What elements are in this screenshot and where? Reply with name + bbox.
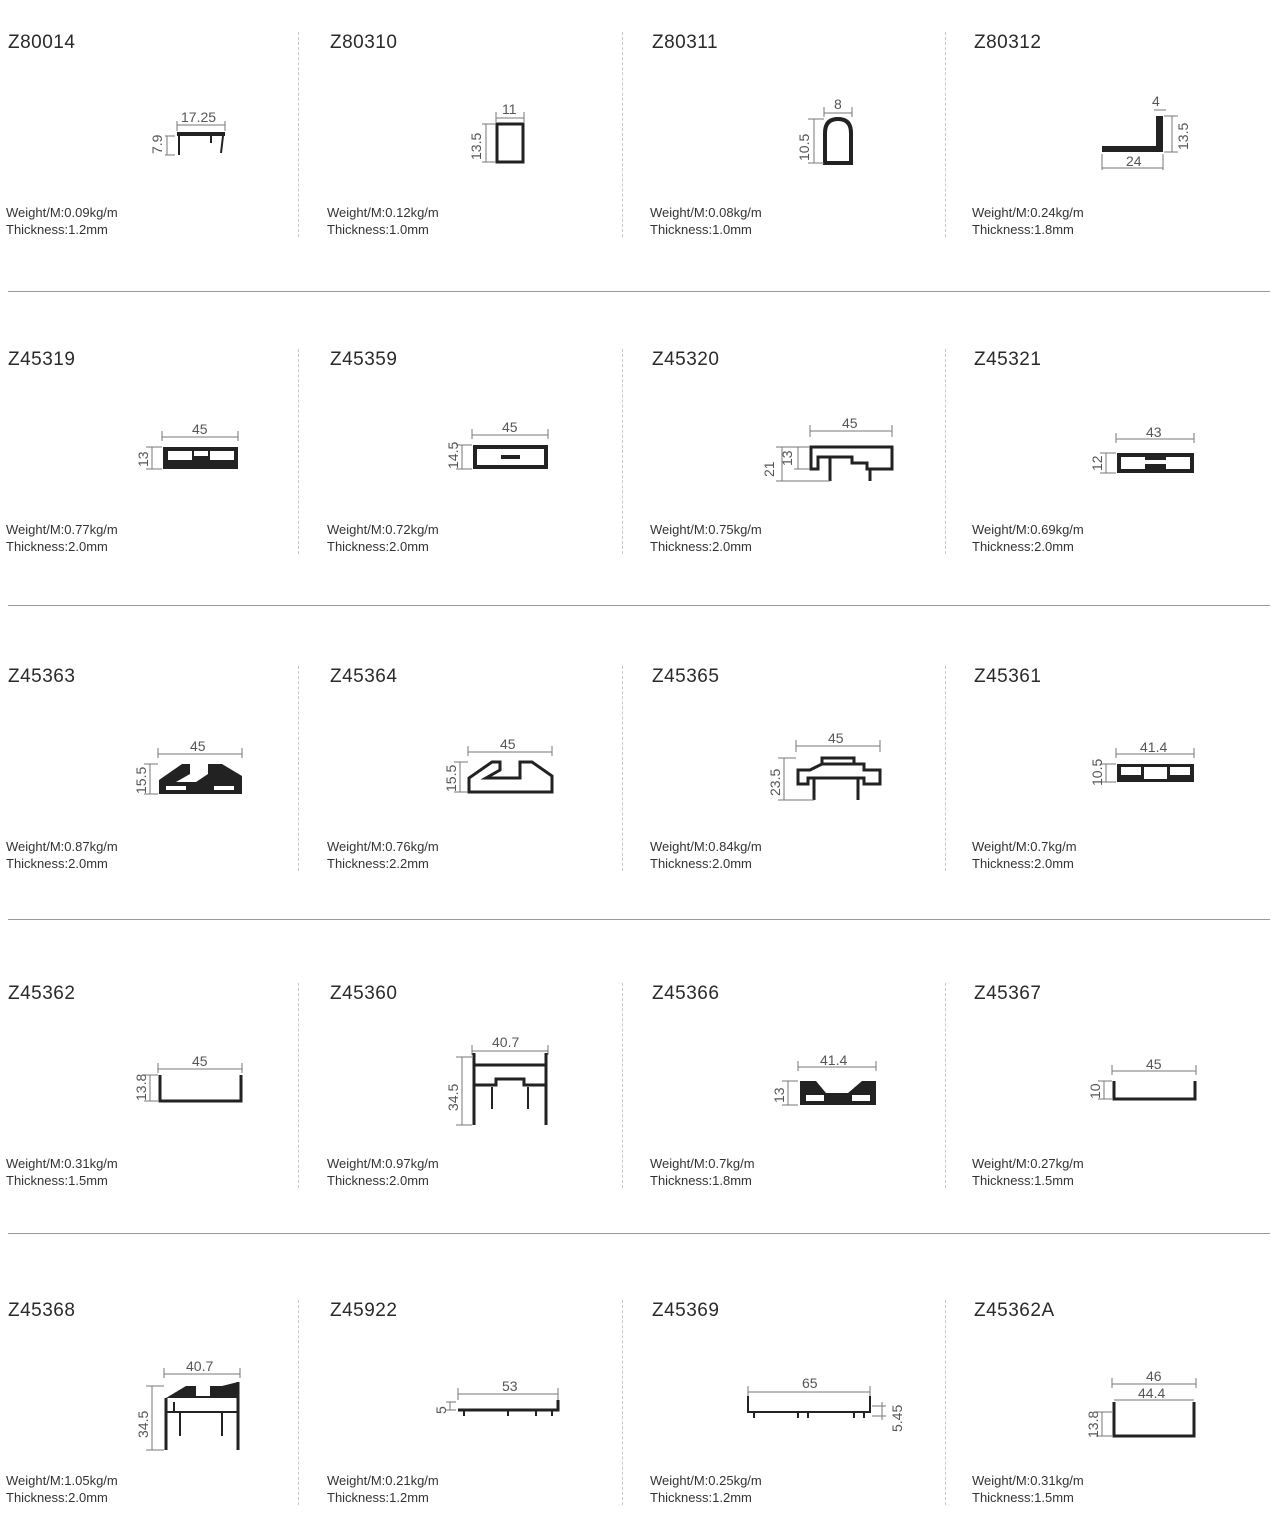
- thickness-text: Thickness:1.2mm: [6, 222, 108, 237]
- thickness-text: Thickness:1.5mm: [972, 1173, 1074, 1188]
- weight-text: Weight/M:0.31kg/m: [6, 1156, 118, 1171]
- dim-width: 40.7: [186, 1358, 214, 1374]
- product-code: Z45363: [8, 666, 76, 687]
- profile-drawing: [1084, 419, 1204, 479]
- thickness-text: Thickness:1.8mm: [972, 222, 1074, 237]
- thickness-text: Thickness:1.0mm: [327, 222, 429, 237]
- dim-height: 12: [1089, 455, 1105, 471]
- profile-drawing: [744, 1366, 914, 1436]
- dim-outer-width: 46: [1146, 1368, 1162, 1384]
- product-card: [966, 666, 1276, 876]
- weight-text: Weight/M:0.87kg/m: [6, 839, 118, 854]
- weight-text: Weight/M:0.76kg/m: [327, 839, 439, 854]
- product-card: [322, 983, 644, 1193]
- profile-drawing: [440, 732, 560, 802]
- dim-height: 13.5: [468, 132, 484, 160]
- product-card: [322, 1300, 644, 1510]
- catalog-row-4: [0, 983, 1276, 1203]
- column-divider: [298, 983, 299, 1188]
- column-divider: [622, 1300, 623, 1505]
- thickness-text: Thickness:2.0mm: [6, 856, 108, 871]
- product-card: [966, 349, 1276, 559]
- product-code: Z80310: [330, 32, 398, 53]
- thickness-text: Thickness:2.0mm: [327, 539, 429, 554]
- product-code: Z45364: [330, 666, 398, 687]
- dim-width: 45: [192, 1053, 208, 1069]
- product-card: [644, 1300, 966, 1510]
- thickness-text: Thickness:1.0mm: [650, 222, 752, 237]
- profile-drawing: [440, 415, 560, 477]
- profile-drawing: [1084, 734, 1204, 798]
- dim-width: 41.4: [820, 1052, 848, 1068]
- column-divider: [622, 983, 623, 1188]
- dim-height: 34.5: [135, 1410, 151, 1438]
- thickness-text: Thickness:2.0mm: [972, 539, 1074, 554]
- profile-drawing: [1096, 92, 1196, 177]
- product-code: Z45922: [330, 1300, 398, 1321]
- profile-drawing: [462, 100, 542, 170]
- thickness-text: Thickness:2.0mm: [6, 1490, 108, 1505]
- product-code: Z45362A: [974, 1300, 1055, 1321]
- product-code: Z80311: [652, 32, 719, 53]
- product-code: Z45320: [652, 349, 720, 370]
- thickness-text: Thickness:1.2mm: [650, 1490, 752, 1505]
- product-card: [0, 666, 322, 876]
- product-code: Z45368: [8, 1300, 76, 1321]
- profile-drawing: [440, 1033, 560, 1133]
- column-divider: [298, 349, 299, 554]
- product-card: [0, 983, 322, 1193]
- thickness-text: Thickness:2.0mm: [327, 1173, 429, 1188]
- profile-drawing: [754, 411, 904, 486]
- profile-drawing: [1078, 1360, 1208, 1440]
- weight-text: Weight/M:0.12kg/m: [327, 205, 439, 220]
- product-code: Z45362: [8, 983, 76, 1004]
- catalog-row-3: [0, 666, 1276, 886]
- column-divider: [298, 32, 299, 237]
- dim-height: 15.5: [133, 766, 149, 794]
- weight-text: Weight/M:0.7kg/m: [972, 839, 1077, 854]
- product-card: [322, 666, 644, 876]
- thickness-text: Thickness:1.2mm: [327, 1490, 429, 1505]
- thickness-text: Thickness:1.8mm: [650, 1173, 752, 1188]
- product-card: [644, 666, 966, 876]
- product-code: Z45359: [330, 349, 398, 370]
- profile-drawing: [766, 1047, 886, 1111]
- thickness-text: Thickness:2.0mm: [650, 539, 752, 554]
- column-divider: [622, 666, 623, 871]
- column-divider: [945, 1300, 946, 1505]
- row-divider: [8, 919, 1270, 920]
- thickness-text: Thickness:2.0mm: [650, 856, 752, 871]
- weight-text: Weight/M:0.97kg/m: [327, 1156, 439, 1171]
- profile-drawing: [764, 726, 894, 806]
- dim-width: 43: [1146, 424, 1162, 440]
- weight-text: Weight/M:0.72kg/m: [327, 522, 439, 537]
- product-card: [644, 349, 966, 559]
- dim-height: 34.5: [445, 1083, 461, 1111]
- weight-text: Weight/M:0.27kg/m: [972, 1156, 1084, 1171]
- profile-drawing: [130, 1049, 250, 1109]
- profile-drawing: [130, 1352, 250, 1452]
- dim-width: 45: [192, 421, 208, 437]
- row-divider: [8, 1233, 1270, 1234]
- profile-drawing: [145, 107, 235, 167]
- column-divider: [945, 666, 946, 871]
- row-divider: [8, 605, 1270, 606]
- product-card: [0, 32, 322, 242]
- product-code: Z45321: [974, 349, 1042, 370]
- weight-text: Weight/M:0.84kg/m: [650, 839, 762, 854]
- product-code: Z45360: [330, 983, 398, 1004]
- profile-drawing: [794, 97, 874, 172]
- row-divider: [8, 291, 1270, 292]
- dim-width: 8: [834, 96, 842, 112]
- weight-text: Weight/M:0.09kg/m: [6, 205, 118, 220]
- profile-drawing: [1084, 1051, 1204, 1111]
- dim-height: 15.5: [443, 764, 459, 792]
- column-divider: [945, 32, 946, 237]
- dim-width: 45: [828, 730, 844, 746]
- dim-height: 23.5: [767, 768, 783, 796]
- dim-width: 45: [500, 736, 516, 752]
- dim-width: 45: [502, 419, 518, 435]
- dim-width: 45: [1146, 1056, 1162, 1072]
- dim-width: 24: [1126, 153, 1142, 169]
- dim-width: 11: [502, 101, 517, 117]
- dim-height: 5.45: [889, 1404, 905, 1432]
- column-divider: [298, 666, 299, 871]
- profile-drawing: [130, 734, 250, 802]
- column-divider: [945, 349, 946, 554]
- dim-inner-height: 13: [779, 450, 795, 466]
- dim-width: 40.7: [492, 1034, 520, 1050]
- catalog-row-5: [0, 1300, 1276, 1520]
- dim-width: 45: [842, 415, 858, 431]
- product-code: Z80014: [8, 32, 76, 53]
- weight-text: Weight/M:0.31kg/m: [972, 1473, 1084, 1488]
- column-divider: [622, 349, 623, 554]
- dim-height: 7.9: [149, 134, 165, 154]
- product-card: [966, 32, 1276, 242]
- product-code: Z45319: [8, 349, 76, 370]
- dim-width: 45: [190, 738, 206, 754]
- product-card: [0, 349, 322, 559]
- weight-text: Weight/M:1.05kg/m: [6, 1473, 118, 1488]
- dim-width: 53: [502, 1378, 518, 1394]
- thickness-text: Thickness:2.0mm: [6, 539, 108, 554]
- product-card: [966, 983, 1276, 1193]
- product-code: Z80312: [974, 32, 1042, 53]
- weight-text: Weight/M:0.77kg/m: [6, 522, 118, 537]
- thickness-text: Thickness:1.5mm: [6, 1173, 108, 1188]
- column-divider: [945, 983, 946, 1188]
- column-divider: [622, 32, 623, 237]
- dim-height: 13.8: [133, 1073, 149, 1101]
- dim-height: 13: [771, 1087, 787, 1103]
- weight-text: Weight/M:0.7kg/m: [650, 1156, 755, 1171]
- dim-height: 10.5: [796, 133, 812, 161]
- dim-width: 17.25: [181, 109, 217, 125]
- weight-text: Weight/M:0.08kg/m: [650, 205, 762, 220]
- product-code: Z45366: [652, 983, 720, 1004]
- product-card: [644, 983, 966, 1193]
- product-code: Z45365: [652, 666, 720, 687]
- dim-height: 13.5: [1175, 122, 1191, 150]
- product-card: [322, 349, 644, 559]
- catalog-row-2: [0, 349, 1276, 569]
- dim-top: 4: [1152, 93, 1160, 109]
- product-card: [966, 1300, 1276, 1510]
- product-code: Z45369: [652, 1300, 720, 1321]
- profile-drawing: [130, 417, 250, 477]
- dim-inner-width: 44.4: [1138, 1385, 1166, 1401]
- product-card: [0, 1300, 322, 1510]
- dim-height: 5: [433, 1406, 449, 1414]
- profile-drawing: [428, 1372, 568, 1432]
- catalog-row-1: [0, 32, 1276, 252]
- dim-height: 10: [1087, 1083, 1103, 1099]
- weight-text: Weight/M:0.69kg/m: [972, 522, 1084, 537]
- thickness-text: Thickness:1.5mm: [972, 1490, 1074, 1505]
- product-code: Z45367: [974, 983, 1042, 1004]
- weight-text: Weight/M:0.21kg/m: [327, 1473, 439, 1488]
- weight-text: Weight/M:0.25kg/m: [650, 1473, 762, 1488]
- product-card: [322, 32, 644, 242]
- column-divider: [298, 1300, 299, 1505]
- weight-text: Weight/M:0.24kg/m: [972, 205, 1084, 220]
- dim-width: 65: [802, 1375, 818, 1391]
- thickness-text: Thickness:2.2mm: [327, 856, 429, 871]
- product-code: Z45361: [974, 666, 1042, 687]
- product-card: [644, 32, 966, 242]
- weight-text: Weight/M:0.75kg/m: [650, 522, 762, 537]
- dim-height: 13: [135, 451, 151, 467]
- dim-height: 10.5: [1089, 758, 1105, 786]
- thickness-text: Thickness:2.0mm: [972, 856, 1074, 871]
- dim-height: 13.8: [1085, 1410, 1101, 1438]
- dim-height: 21: [761, 461, 777, 477]
- dim-height: 14.5: [445, 441, 461, 469]
- dim-width: 41.4: [1140, 739, 1168, 755]
